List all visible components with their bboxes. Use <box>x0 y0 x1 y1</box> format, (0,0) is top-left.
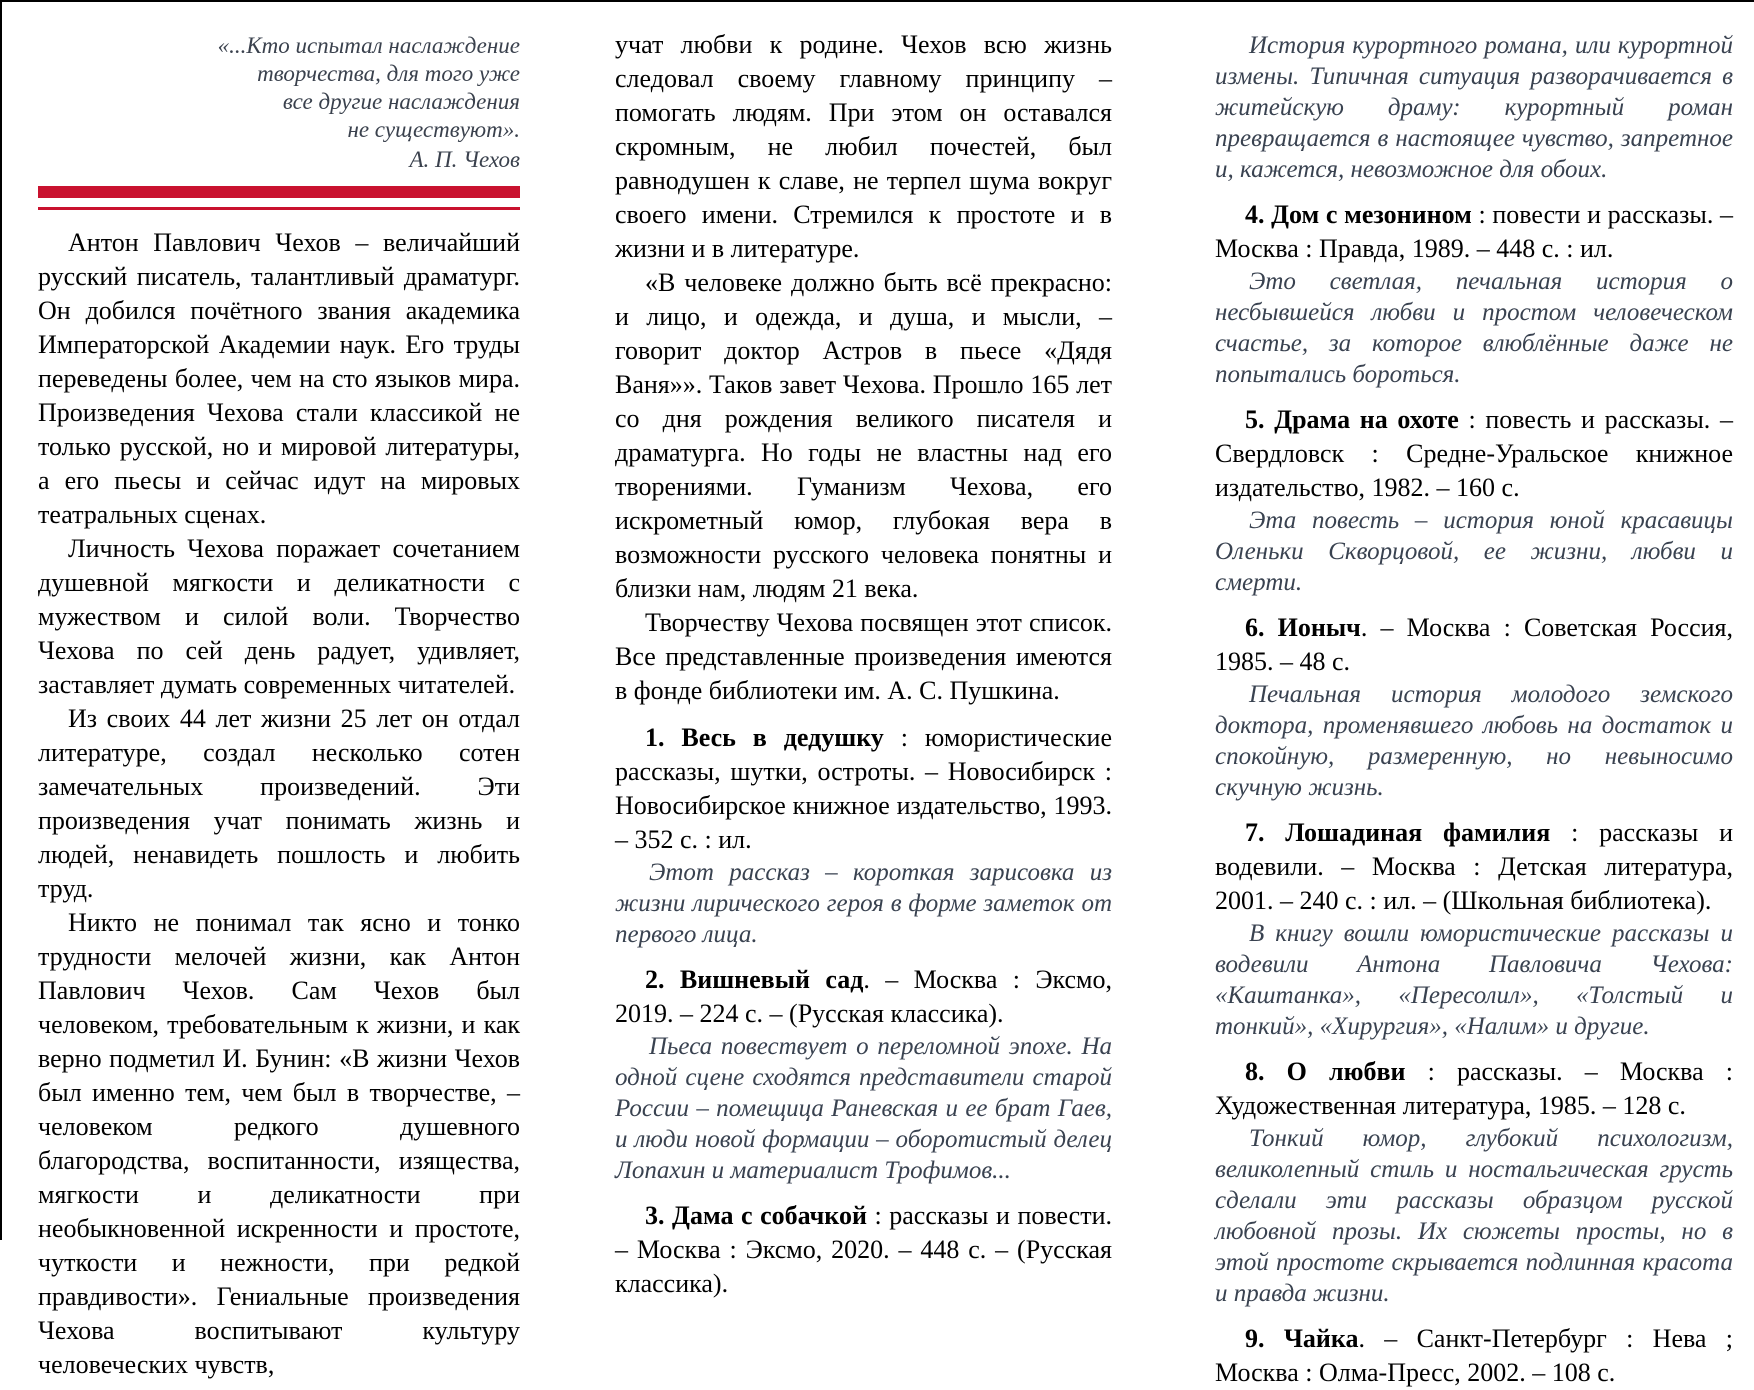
bib-entry-5 <box>1215 403 1733 505</box>
bib-entry-title: 7. Лошадиная фамилия <box>1245 818 1551 847</box>
bib-entry-3 <box>615 1199 1112 1301</box>
bib-entry-description: . – Москва : Советская Россия, 1985. – 48 с. <box>1215 613 1733 676</box>
epigraph <box>38 26 520 174</box>
bib-entry-description: : рассказы и водевили. – Москва : Детская литература, 2001. – 240 с. : ил. – (Школьная библиотека). <box>1215 818 1734 915</box>
bib-entry-title: 2. Вишневый сад <box>645 965 864 994</box>
bib-entry-title: 9. Чайка <box>1245 1324 1359 1353</box>
intro-paragraph: «В человеке должно быть всё прекрасно: и лицо, и одежда, и душа, и мысли, – говорит доктор Астров в пьесе «Дядя Ваня»». Таков завет Чехова. Прошло 165 лет со дня рождения великого писателя и драматурга. Но годы не властны над его творениями. Гуманизм Чехова, его искрометный юмор, глубокая вера в возможности русского человека понятны и близки нам, людям 21 века. <box>615 268 1112 603</box>
bib-entry-4 <box>1215 198 1733 266</box>
bib-entry-2 <box>615 963 1112 1031</box>
bib-entry-title: 5. Драма на охоте <box>1245 405 1459 434</box>
bib-entry-3-annotation-continuation: История курортного романа, или курортной измены. Типичная ситуация разворачивается в житейскую драму: курортный роман превращается в настоящее чувство, запретное и, кажется, невозможное для обоих. <box>1215 32 1733 183</box>
bib-entry-annotation: Этот рассказ – короткая зарисовка из жизни лирического героя в форме заметок от первого лица. <box>615 859 1112 948</box>
accent-rule <box>38 207 520 210</box>
bib-entry-annotation: Эта повесть – история юной красавицы Оленьки Скворцовой, ее жизни, любви и смерти. <box>1215 507 1733 596</box>
bib-entry-description: : повесть и рассказы. – Свердловск : Средне-Уральское книжное издательство, 1982. – 160 с. <box>1215 405 1733 502</box>
epigraph-author: А. П. Чехов <box>409 147 520 172</box>
bib-entry-8 <box>1215 1055 1733 1123</box>
bib-entry-description: : рассказы и повести. – Москва : Эксмо, 2020. – 448 с. – (Русская классика). <box>615 1201 1112 1298</box>
bib-entry-title: 6. Ионыч <box>1245 613 1361 642</box>
column-left <box>38 26 520 1382</box>
bib-entry-title: 3. Дама с собачкой <box>645 1201 867 1230</box>
epigraph-line: творчества, для того уже <box>257 61 520 86</box>
intro-paragraph-continuation: учат любви к родине. Чехов всю жизнь следовал своему главному принципу – помогать людям. При этом он оставался скромным, не любил почестей, был равнодушен к славе, не терпел шума вокруг своего имени. Стремился к простоте и в жизни и в литературе. <box>615 30 1112 263</box>
bib-entry-7 <box>1215 816 1733 918</box>
bib-entry-annotation: Печальная история молодого земского доктора, променявшего любовь на достаток и спокойную, размеренную, но невыносимо скучную жизнь. <box>1215 681 1733 801</box>
epigraph-line: все другие наслаждения <box>282 89 520 114</box>
bib-entry-annotation: Пьеса повествует о переломной эпохе. На одной сцене сходятся представители старой России – помещица Раневская и ее брат Гаев, и люди новой формации – оборотистый делец Лопахин и материалист Трофимов... <box>615 1033 1112 1184</box>
intro-paragraph: Никто не понимал так ясно и тонко трудности мелочей жизни, как Антон Павлович Чехов. Сам Чехов был человеком, требовательным к жизни, и как верно подметил И. Бунин: «В жизни Чехов был именно тем, чем был в творчестве, – человеком редкого душевного благородства, воспитанности, изящества, мягкости и деликатности при необыкновенной искренности и простоте, чуткости и нежности, при редкой правдивости». Гениальные произведения Чехова воспитывают культуру человеческих чувств, <box>38 908 520 1379</box>
epigraph-line: «...Кто испытал наслаждение <box>217 33 520 58</box>
bib-entry-annotation: Это светлая, печальная история о несбывшейся любви и простом человеческом счастье, за которое влюблённые даже не попытались бороться. <box>1215 268 1733 388</box>
bib-entry-description: : рассказы. – Москва : Художественная литература, 1985. – 128 с. <box>1215 1057 1733 1120</box>
bib-entry-6 <box>1215 611 1733 679</box>
bib-entry-title: 4. Дом с мезонином <box>1245 200 1472 229</box>
column-middle <box>615 28 1112 1301</box>
intro-paragraph: Из своих 44 лет жизни 25 лет он отдал литературе, создал несколько сотен замечательных произведений. Эти произведения учат понимать жизнь и людей, ненавидеть пошлость и любить труд. <box>38 704 520 903</box>
intro-paragraph: Творчеству Чехова посвящен этот список. Все представленные произведения имеются в фонде библиотеки им. А. С. Пушкина. <box>615 608 1112 705</box>
intro-paragraph: Антон Павлович Чехов – величайший русский писатель, талантливый драматург. Он добился почётного звания академика Императорской Академии наук. Его труды переведены более, чем на сто языков мира. Произведения Чехова стали классикой не только русской, но и мировой литературы, а его пьесы и сейчас идут на мировых театральных сценах. <box>38 228 520 529</box>
bib-entry-9 <box>1215 1322 1733 1390</box>
bib-entry-1 <box>615 721 1112 857</box>
bib-entry-title: 8. О любви <box>1245 1057 1406 1086</box>
column-right <box>1215 28 1733 1390</box>
intro-paragraph: Личность Чехова поражает сочетанием душевной мягкости и деликатности с мужеством и силой воли. Творчество Чехова по сей день радует, удивляет, заставляет думать современных читателей. <box>38 534 520 699</box>
epigraph-line: не существуют». <box>347 117 520 142</box>
bib-entry-annotation: Тонкий юмор, глубокий психологизм, великолепный стиль и ностальгическая грусть сделали эти рассказы образцом русской любовной прозы. Их сюжеты просты, но в этой простоте скрывается подлинная красота и правда жизни. <box>1215 1125 1733 1307</box>
bib-entry-description: . – Москва : Эксмо, 2019. – 224 с. – (Русская классика). <box>615 965 1112 1028</box>
bib-entry-description: . – Санкт-Петербург : Нева ; Москва : Олма-Пресс, 2002. – 108 с. <box>1215 1324 1733 1387</box>
bib-entry-description: : юмористические рассказы, шутки, остроты. – Новосибирск : Новосибирское книжное издательство, 1993. – 352 с. : ил. <box>615 723 1112 854</box>
bib-entry-title: 1. Весь в дедушку <box>645 723 884 752</box>
bib-entry-description: : повести и рассказы. – Москва : Правда, 1989. – 448 с. : ил. <box>1215 200 1733 263</box>
bib-entry-annotation: В книгу вошли юмористические рассказы и водевили Антона Павловича Чехова: «Каштанка», «Пересолил», «Толстый и тонкий», «Хирургия», «Налим» и другие. <box>1215 920 1733 1040</box>
accent-bar <box>38 186 520 198</box>
